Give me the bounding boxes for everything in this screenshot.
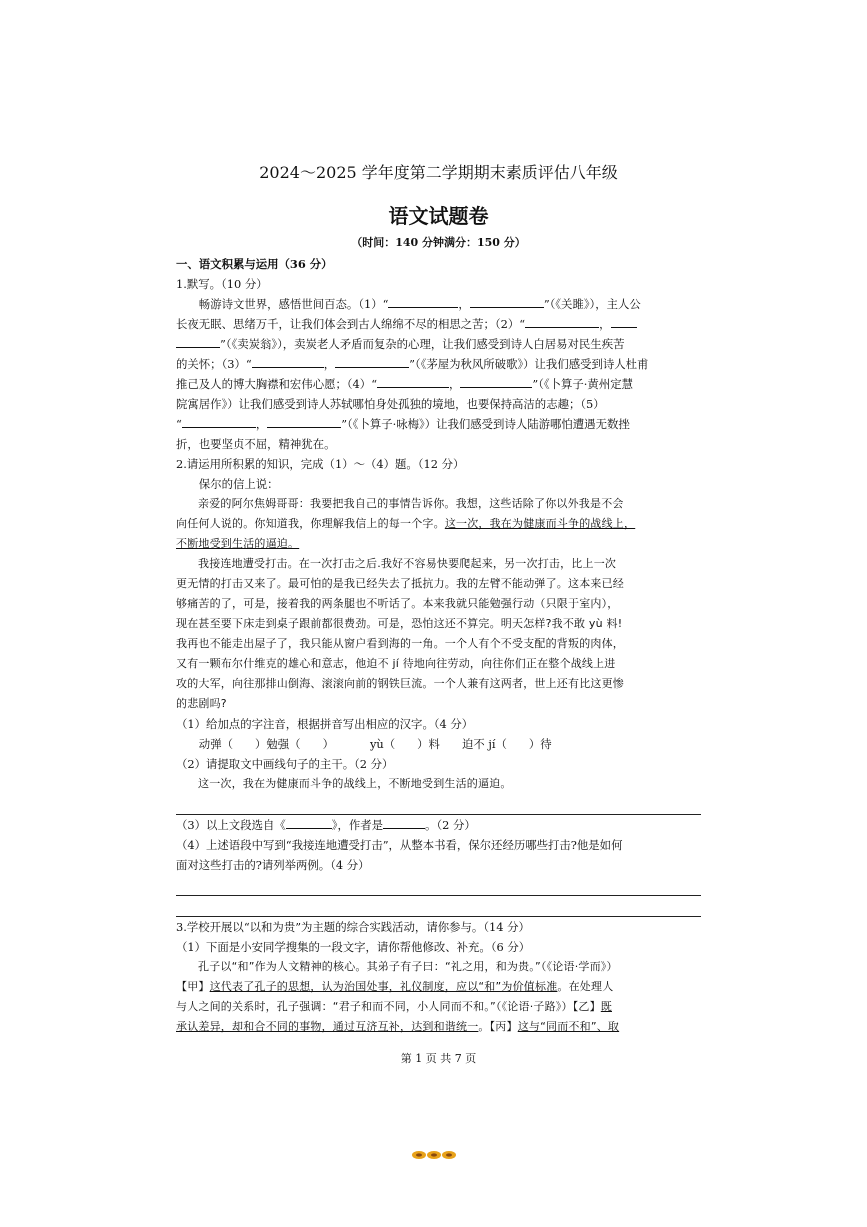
answer-blank[interactable] <box>176 335 220 348</box>
letter-line: 亲爱的阿尔焦姆哥哥：我要把我自己的事情告诉你。我想，这些话除了你以外我是不会 <box>198 497 624 510</box>
answer-blank[interactable] <box>377 375 449 388</box>
q2-sub2: （2）请提取文中画线句子的主干。（2 分） <box>176 757 394 771</box>
q1-line: 畅游诗文世界，感悟世间百态。（1）“ ， ”（《关雎》），主人公 <box>198 297 641 311</box>
answer-line[interactable] <box>176 875 701 896</box>
answer-blank[interactable] <box>335 355 409 368</box>
q2-sub4: （4）上述语段中写到“我接连地遭受打击”，从整本书看，保尔还经历哪些打击?他是如何 <box>176 838 623 852</box>
page-footer: 第 1 页 共 7 页 <box>400 1052 477 1065</box>
letter-line: 我接连地遭受打击。在一次打击之后.我好不容易快要爬起来，另一次打击，比上一次 <box>198 557 617 570</box>
passage-line: 孔子以“和”作为人文精神的核心。其弟子有子曰：“礼之用，和为贵。”（《论语·学而》） <box>198 960 618 973</box>
q2-intro: 保尔的信上说： <box>198 477 279 491</box>
passage-line: 与人之间的关系时，孔子强调：“君子和而不同，小人同而不和。”（《论语·子路》）【乙】既 <box>176 1000 612 1013</box>
q3-title: 3.学校开展以“以和为贵”为主题的综合实践活动，请你参与。（14 分） <box>176 920 530 934</box>
letter-excerpt <box>176 494 701 714</box>
exam-title: 2024～2025 学年度第二学期期末素质评估八年级 <box>259 163 618 182</box>
q1-line: 长夜无眠、思绪万千，让我们体会到古人绵绵不尽的相思之苦；（2）“ ， <box>176 314 701 334</box>
answer-blank[interactable] <box>611 315 637 328</box>
q1-title: 1.默写。（10 分） <box>176 277 268 291</box>
q3-sub1: （1）下面是小安同学搜集的一段文字，请你帮他修改、补充。（6 分） <box>176 940 531 954</box>
answer-blank[interactable] <box>182 415 256 428</box>
passage-line: 【甲】这代表了孔子的思想，认为治国处事，礼仪制度，应以“和”为价值标准。在处理人 <box>176 980 614 993</box>
answer-blank[interactable] <box>388 295 458 308</box>
q2-sub1: （1）给加点的字注音，根据拼音写出相应的汉字。（4 分） <box>176 717 474 731</box>
letter-line: 够痛苦的了，可是，接着我的两条腿也不听话了。本来我就只能勉强行动（只限于室内）， <box>176 597 619 610</box>
sub2-sentence: 这一次，我在为健康而斗争的战线上，不断地受到生活的逼迫。 <box>198 777 512 790</box>
letter-line: 又有一颗布尔什维克的雄心和意志，他迫不 jí 待地向往劳动，向往你们正在整个战线上进 <box>176 657 616 670</box>
answer-blank[interactable] <box>460 375 532 388</box>
answer-blank[interactable] <box>383 816 425 829</box>
exam-body <box>176 254 701 1037</box>
answer-blank[interactable] <box>470 295 544 308</box>
letter-line: 的悲剧吗? <box>176 697 227 710</box>
q1-line: 的关怀；（3）“ ， ”（《茅屋为秋风所破歌》）让我们感受到诗人杜甫 <box>176 357 649 371</box>
exam-page <box>176 0 701 1227</box>
underlined-sentence: 这一次，我在为健康而斗争的战线上， <box>444 517 636 530</box>
pinyin-items: 动弹（ ）勉强（ ） yù（ ）料 迫不 jí（ ）待 <box>198 737 552 751</box>
q2-title: 2.请运用所积累的知识，完成（1）～（4）题。（12 分） <box>176 457 465 471</box>
q1-line: “ ， ”（《卜算子·咏梅》）让我们感受到诗人陆游哪怕遭遇无数挫 <box>176 417 630 431</box>
letter-line <box>176 534 701 554</box>
q1-line: 折，也要坚贞不屈，精神犹在。 <box>176 437 336 451</box>
letter-line: 向任何人说的。你知道我，你理解我信上的每一个字。这一次，我在为健康而斗争的战线上， <box>176 517 636 530</box>
passage-line: 承认差异，却和合不同的事物，通过互济互补，达到和谐统一。【丙】这与“同而不和”、取 <box>176 1020 620 1033</box>
answer-blank[interactable] <box>286 816 332 829</box>
q2-sub3: （3）以上文段选自《 》，作者是 。（2 分） <box>176 818 476 832</box>
exam-subtitle: 语文试题卷 <box>388 204 489 228</box>
section-heading: 一、语文积累与运用（36 分） <box>176 257 333 271</box>
q2-sub4: 面对这些打击的?请列举两例。（4 分） <box>176 858 370 872</box>
letter-line: 现在甚至要下床走到桌子跟前都很费劲。可是，恐怕这还不算完。明天怎样?我不敢 yù 料! <box>176 617 623 630</box>
answer-blank[interactable] <box>252 355 324 368</box>
q1-line: ”（《卖炭翁》），卖炭老人矛盾而复杂的心理，让我们感受到诗人白居易对民生疾苦 <box>176 334 701 354</box>
logo-mark <box>412 1150 456 1160</box>
answer-line[interactable] <box>176 794 701 815</box>
answer-blank[interactable] <box>525 315 599 328</box>
exam-meta: （时间：140 分钟满分：150 分） <box>351 236 526 249</box>
letter-line: 攻的大军，向往那排山倒海、滚滚向前的钢铁巨流。一个人兼有这两者，世上还有比这更惨 <box>176 677 624 690</box>
q1-line: 院寓居作》）让我们感受到诗人苏轼哪怕身处孤独的境地，也要保持高洁的志趣；（5） <box>176 397 605 411</box>
answer-blank[interactable] <box>267 415 341 428</box>
letter-line: 我再也不能走出屋子了，我只能从窗户看到海的一角。一个人有个不受支配的背叛的肉体， <box>176 637 624 650</box>
answer-line[interactable] <box>176 896 701 917</box>
q1-line: 推己及人的博大胸襟和宏伟心愿；（4）“ ， ”（《卜算子·黄州定慧 <box>176 377 633 391</box>
letter-line: 更无情的打击又来了。最可怕的是我已经失去了抵抗力。我的左臂不能动弹了。这本来已经 <box>176 577 624 590</box>
q3-passage <box>176 957 701 1037</box>
underlined-sentence: 不断地受到生活的逼迫。 <box>176 537 300 550</box>
